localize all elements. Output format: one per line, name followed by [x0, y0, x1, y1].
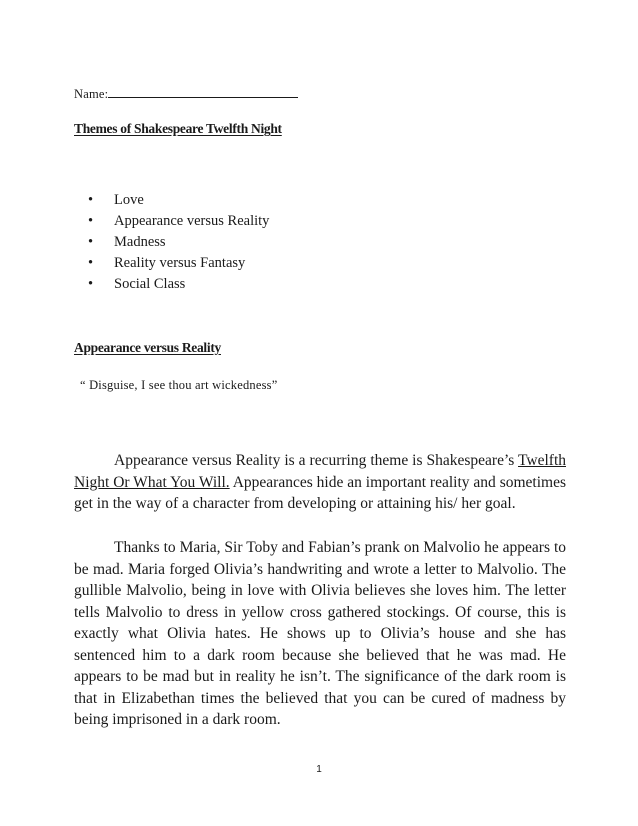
bullet-icon: •	[88, 192, 94, 208]
name-blank-line	[108, 86, 298, 98]
name-label: Name:	[74, 87, 109, 101]
page-number: 1	[316, 764, 322, 775]
list-item	[88, 232, 269, 253]
list-item	[88, 253, 269, 274]
themes-heading: Themes of Shakespeare Twelfth Night	[74, 121, 282, 136]
list-item	[88, 190, 269, 211]
bullet-icon: •	[88, 213, 94, 229]
epigraph-quote: “ Disguise, I see thou art wickedness”	[80, 378, 278, 392]
theme-label: Reality versus Fantasy	[114, 255, 246, 271]
themes-list	[88, 190, 269, 295]
theme-label: Love	[114, 192, 144, 208]
list-item	[88, 274, 269, 295]
theme-label: Madness	[114, 234, 166, 250]
bullet-icon: •	[88, 276, 94, 292]
play-title: Twelfth Night Or What You Will.	[74, 452, 566, 491]
section-heading: Appearance versus Reality	[74, 340, 221, 355]
list-item	[88, 211, 269, 232]
body-paragraph-1: Appearance versus Reality is a recurring theme is Shakespeare’s Twelfth Night Or What You Will. Appearances hide an important reality and sometimes get in the way of a character from developing or attaining his/ her goal.	[74, 452, 567, 512]
bullet-icon: •	[88, 234, 94, 250]
body-paragraph-2: Thanks to Maria, Sir Toby and Fabian’s prank on Malvolio he appears to be mad. Maria forged Olivia’s handwriting and wrote a letter to Malvolio. The gullible Malvolio, being in love with Olivia believes she loves him. The letter tells Malvolio to dress in yellow cross gathered stockings. Of course, this is exactly what Olivia hates. He shows up to Olivia’s house and she has sentenced him to a dark room because she believed that he was mad. He appears to be mad but in reality he isn’t. The significance of the dark room is that in Elizabethan times the believed that you can be cured of madness by being imprisoned in a dark room.	[74, 539, 566, 728]
theme-label: Appearance versus Reality	[114, 213, 270, 229]
name-field	[74, 86, 298, 102]
theme-label: Social Class	[114, 276, 186, 292]
bullet-icon: •	[88, 255, 94, 271]
